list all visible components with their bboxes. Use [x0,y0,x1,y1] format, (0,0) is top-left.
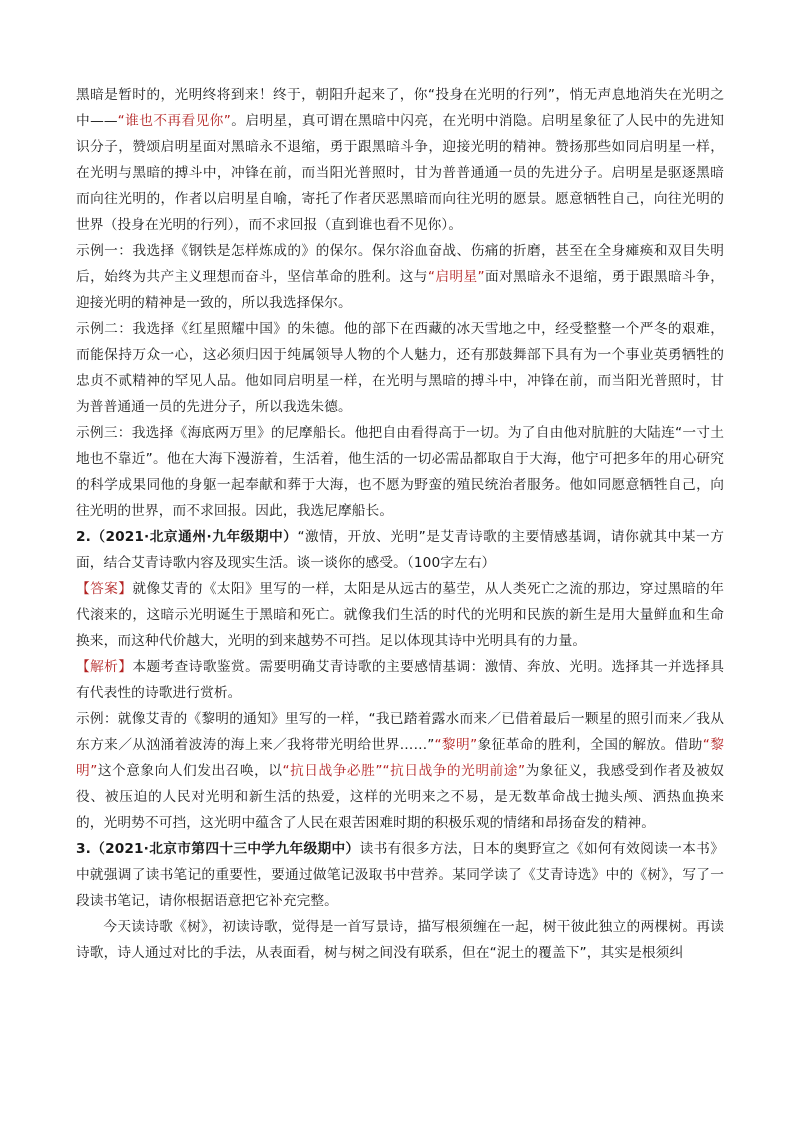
text-run: 这个意象向人们发出召唤，以 [97,763,283,779]
paragraph-p3 [76,316,724,420]
text-run: 面对黑暗永不退缩，勇于跟黑暗斗争，迎接光明的精神是一致的，所以我选择保尔。 [76,269,724,311]
text-run: 读书有很多方法，日本的奥野宣之《如何有效阅读一本书》中就强调了读书笔记的重要性，要通过做笔记汲取书中营养。某同学读了《艾青诗选》中的《树》，写了一段读书笔记，请你根据语意把它补充完整。 [76,841,724,909]
text-run: 示例三：我选择《海底两万里》的尼摩船长。他把自由看得高于一切。为了自由他对肮脏的大陆连“一寸土地也不靠近”。他在大海下漫游着，生活着，他生活的一切必需品都取自于大海，他宁可把多年的用心研究的科学成果同他的身躯一起奉献和葬于大海，也不愿为野蛮的殖民统治者服务。他如同愿意牺牲自己，向往光明的世界，而不求回报。因此，我选尼摩船长。 [76,425,724,519]
text-run: 示例：就像艾青的《黎明的通知》里写的一样，“我已踏着露水而来／已借着最后一颗星的照引而来／我从东方来／从汹涌着波涛的海上来／我将带光明给世界……” [76,711,724,753]
text-run: 为象征义，我感受到作者及被奴役、被压迫的人民对光明和新生活的热爱，这样的光明来之不易，是无数革命战士抛头颅、洒热血换来的，光明势不可挡，这光明中蕴含了人民在艰苦困难时期的积极乐观的情绪和昂扬奋发的精神。 [76,763,725,831]
text-run: 示例一：我选择《钢铁是怎样炼成的》的保尔。保尔浴血奋战、伤痛的折磨，甚至在全身瘫痪和双目失明后，始终为共产主义理想而奋斗，坚信革命的胜利。这与 [76,243,724,285]
paragraph-q3 [76,836,724,914]
text-run: 黑暗是暂时的，光明终将到来！终于，朝阳升起来了，你“投身在光明的行列”，悄无声息地消失在光明之中—— [76,87,724,129]
section-label: 【解析】 [76,659,133,675]
question-source: 3.（2021·北京市第四十三中学九年级期中） [76,841,360,857]
paragraph-p4 [76,420,724,524]
paragraph-a2 [76,576,724,654]
text-run: 本题考查诗歌鉴赏。需要明确艾青诗歌的主要感情基调：激情、奔放、光明。选择其一并选择具有代表性的诗歌进行赏析。 [76,659,724,701]
text-run: 今天读诗歌《树》，初读诗歌，觉得是一首写景诗，描写根须缠在一起，树干彼此独立的两棵树。再读诗歌，诗人通过对比的手法，从表面看，树与树之间没有联系，但在“泥土的覆盖下”，其实是根须纠 [76,919,724,961]
highlight-text: “启明星” [427,269,485,285]
paragraph-e2 [76,706,724,836]
question-source: 2.（2021·北京通州·九年级期中） [76,529,298,545]
highlight-text: “抗日战争必胜”“抗日战争的光明前途” [282,763,526,779]
paragraph-j2 [76,654,724,706]
paragraph-p2 [76,238,724,316]
text-run: 象征革命的胜利，全国的解放。借助 [477,737,703,753]
paragraph-q2 [76,524,724,576]
highlight-text: “黎明” [434,737,478,753]
text-run: 。启明星，真可谓在黑暗中闪亮，在光明中消隐。启明星象征了人民中的先进知识分子，赞颂启明星面对黑暗永不退缩，勇于跟黑暗斗争，迎接光明的精神。赞扬那些如同启明星一样，在光明与黑暗的搏斗中，冲锋在前，而当阳光普照时，甘为普普通通一员的先进分子。启明星是驱逐黑暗而向往光明的，作者以启明星自喻，寄托了作者厌恶黑暗而向往光明的愿景。愿意牺牲自己，向往光明的世界（投身在光明的行列），而不求回报（直到谁也看不见你）。 [76,113,724,233]
paragraph-p1 [76,82,724,238]
document-body [76,82,724,966]
text-run: “激情，开放、光明”是艾青诗歌的主要情感基调，请你就其中某一方面，结合艾青诗歌内容及现实生活。谈一谈你的感受。（100字左右） [76,529,724,571]
text-run: 示例二：我选择《红星照耀中国》的朱德。他的部下在西藏的冰天雪地之中，经受整整一个严冬的艰难，而能保持万众一心，这必须归因于纯属领导人物的个人魅力，还有那鼓舞部下具有为一个事业英勇牺牲的忠贞不贰精神的罕见人品。他如同启明星一样，在光明与黑暗的搏斗中，冲锋在前，而当阳光普照时，甘为普普通通一员的先进分子，所以我选朱德。 [76,321,724,415]
section-label: 【答案】 [76,581,133,597]
text-run: 就像艾青的《太阳》里写的一样，太阳是从远古的墓茔，从人类死亡之流的那边，穿过黑暗的年代滚来的，这暗示光明诞生于黑暗和死亡。就像我们生活的时代的光明和民族的新生是用大量鲜血和生命换来，而这种代价越大，光明的到来越势不可挡。足以体现其诗中光明具有的力量。 [76,581,724,649]
highlight-text: “黎明” [76,737,724,779]
paragraph-n3 [76,914,724,966]
highlight-text: “谁也不再看见你” [117,113,231,129]
